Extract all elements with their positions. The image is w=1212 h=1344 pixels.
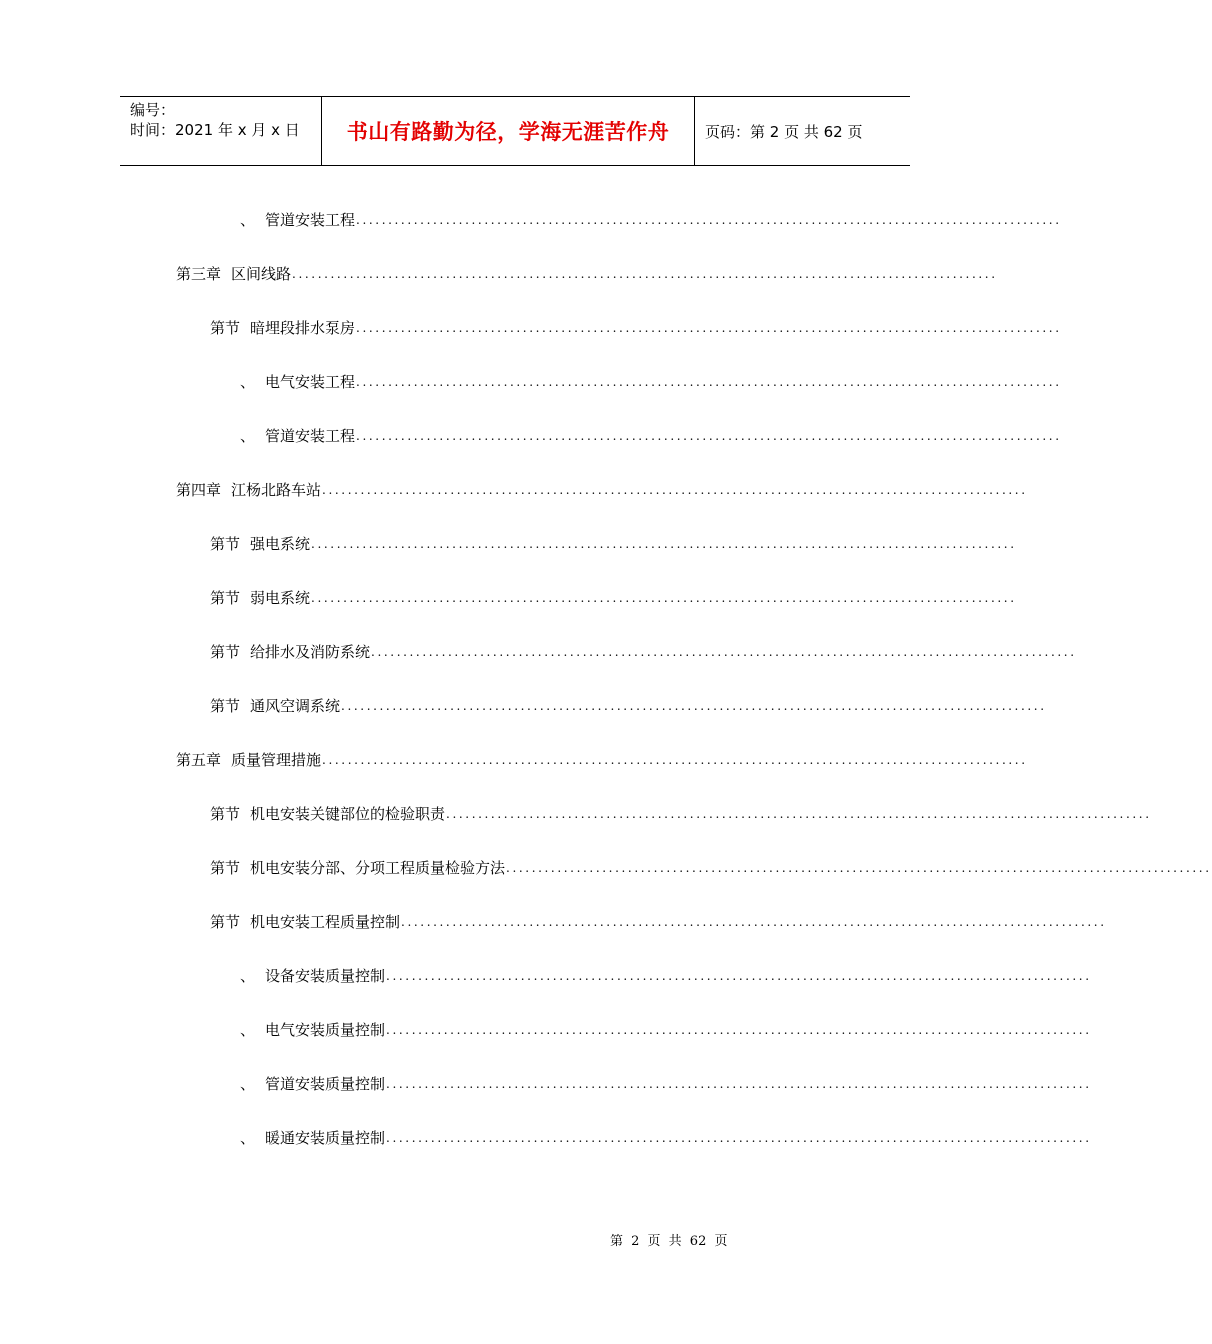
toc-dot-leader: .............................................................................................................. bbox=[292, 267, 998, 281]
toc-entry[interactable] bbox=[210, 692, 1047, 716]
toc-entry-title: 电气安装质量控制 bbox=[265, 1021, 386, 1039]
toc-entry[interactable] bbox=[210, 530, 1017, 554]
toc-dot-leader: .............................................................................................................. bbox=[356, 321, 1062, 335]
toc-entry-title: 江杨北路车站 bbox=[231, 481, 322, 499]
toc-entry-prefix: 、 bbox=[240, 1021, 256, 1039]
toc-entry-prefix: 第节 bbox=[210, 805, 241, 823]
toc-dot-leader: .............................................................................................................. bbox=[401, 915, 1107, 929]
toc-entry[interactable] bbox=[240, 1070, 1092, 1094]
toc-entry[interactable] bbox=[240, 368, 1062, 392]
header-meta bbox=[120, 97, 322, 165]
toc-entry-prefix: 第四章 bbox=[176, 481, 222, 499]
toc-entry-prefix: 第节 bbox=[210, 319, 241, 337]
toc-dot-leader: .............................................................................................................. bbox=[371, 645, 1077, 659]
toc-dot-leader: .............................................................................................................. bbox=[506, 861, 1212, 875]
toc-entry[interactable] bbox=[210, 854, 1212, 878]
header-motto bbox=[322, 97, 695, 165]
toc-entry[interactable] bbox=[176, 746, 1028, 770]
document-time-label: 时间：2021 年 x 月 x 日 bbox=[130, 121, 300, 139]
toc-entry-title: 给排水及消防系统 bbox=[250, 643, 371, 661]
toc-entry-prefix: 第节 bbox=[210, 697, 241, 715]
toc-entry[interactable] bbox=[240, 422, 1062, 446]
toc-entry-title: 区间线路 bbox=[231, 265, 292, 283]
toc-entry-title: 管道安装工程 bbox=[265, 211, 356, 229]
toc-entry-title: 机电安装关键部位的检验职责 bbox=[250, 805, 446, 823]
toc-dot-leader: .............................................................................................................. bbox=[311, 591, 1017, 605]
toc-entry[interactable] bbox=[176, 260, 998, 284]
toc-entry[interactable] bbox=[210, 638, 1077, 662]
toc-dot-leader: .............................................................................................................. bbox=[322, 483, 1028, 497]
toc-dot-leader: .............................................................................................................. bbox=[386, 969, 1092, 983]
toc-dot-leader: .............................................................................................................. bbox=[341, 699, 1047, 713]
toc-entry-prefix: 、 bbox=[240, 1075, 256, 1093]
toc-entry[interactable] bbox=[176, 476, 1028, 500]
toc-entry-prefix: 、 bbox=[240, 427, 256, 445]
toc-entry-title: 弱电系统 bbox=[250, 589, 311, 607]
toc-dot-leader: .............................................................................................................. bbox=[356, 213, 1062, 227]
toc-entry-prefix: 、 bbox=[240, 967, 256, 985]
toc-entry[interactable] bbox=[240, 962, 1092, 986]
toc-entry-prefix: 、 bbox=[240, 373, 256, 391]
toc-dot-leader: .............................................................................................................. bbox=[386, 1131, 1092, 1145]
toc-entry-prefix: 第节 bbox=[210, 589, 241, 607]
toc-dot-leader: .............................................................................................................. bbox=[322, 753, 1028, 767]
toc-entry-title: 质量管理措施 bbox=[231, 751, 322, 769]
toc-dot-leader: .............................................................................................................. bbox=[386, 1077, 1092, 1091]
toc-entry-title: 管道安装质量控制 bbox=[265, 1075, 386, 1093]
toc-entry-prefix: 第节 bbox=[210, 535, 241, 553]
toc-entry-title: 机电安装分部、分项工程质量检验方法 bbox=[250, 859, 506, 877]
toc-entry[interactable] bbox=[210, 584, 1017, 608]
toc-dot-leader: .............................................................................................................. bbox=[446, 807, 1152, 821]
toc-entry[interactable] bbox=[240, 1016, 1092, 1040]
toc-entry-prefix: 第三章 bbox=[176, 265, 222, 283]
toc-entry-title: 暖通安装质量控制 bbox=[265, 1129, 386, 1147]
toc-entry-prefix: 第五章 bbox=[176, 751, 222, 769]
toc-entry-title: 设备安装质量控制 bbox=[265, 967, 386, 985]
toc-entry-prefix: 第节 bbox=[210, 859, 241, 877]
page-header bbox=[120, 96, 910, 166]
toc-entry-title: 电气安装工程 bbox=[265, 373, 356, 391]
toc-dot-leader: .............................................................................................................. bbox=[311, 537, 1017, 551]
toc-entry-prefix: 第节 bbox=[210, 643, 241, 661]
toc-entry-title: 暗埋段排水泵房 bbox=[250, 319, 356, 337]
toc-dot-leader: .............................................................................................................. bbox=[386, 1023, 1092, 1037]
toc-dot-leader: .............................................................................................................. bbox=[356, 375, 1062, 389]
toc-entry[interactable] bbox=[210, 314, 1062, 338]
toc-entry-prefix: 、 bbox=[240, 211, 256, 229]
toc-entry-title: 强电系统 bbox=[250, 535, 311, 553]
toc-entry[interactable] bbox=[210, 908, 1107, 932]
toc-entry[interactable] bbox=[210, 800, 1152, 824]
header-page-code bbox=[695, 97, 910, 165]
document-number-label: 编号： bbox=[130, 101, 176, 119]
toc-entry-prefix: 、 bbox=[240, 1129, 256, 1147]
toc-entry[interactable] bbox=[240, 1124, 1092, 1148]
toc-entry-prefix: 第节 bbox=[210, 913, 241, 931]
page-code-text: 页码：第 2 页 共 62 页 bbox=[705, 122, 863, 141]
toc-entry-title: 管道安装工程 bbox=[265, 427, 356, 445]
toc-entry[interactable] bbox=[240, 206, 1062, 230]
toc-entry-title: 通风空调系统 bbox=[250, 697, 341, 715]
toc-dot-leader: .............................................................................................................. bbox=[356, 429, 1062, 443]
footer-page-number: 第 2 页 共 62 页 bbox=[610, 1234, 728, 1249]
toc-entry-title: 机电安装工程质量控制 bbox=[250, 913, 401, 931]
motto-text: 书山有路勤为径，学海无涯苦作舟 bbox=[346, 120, 670, 144]
